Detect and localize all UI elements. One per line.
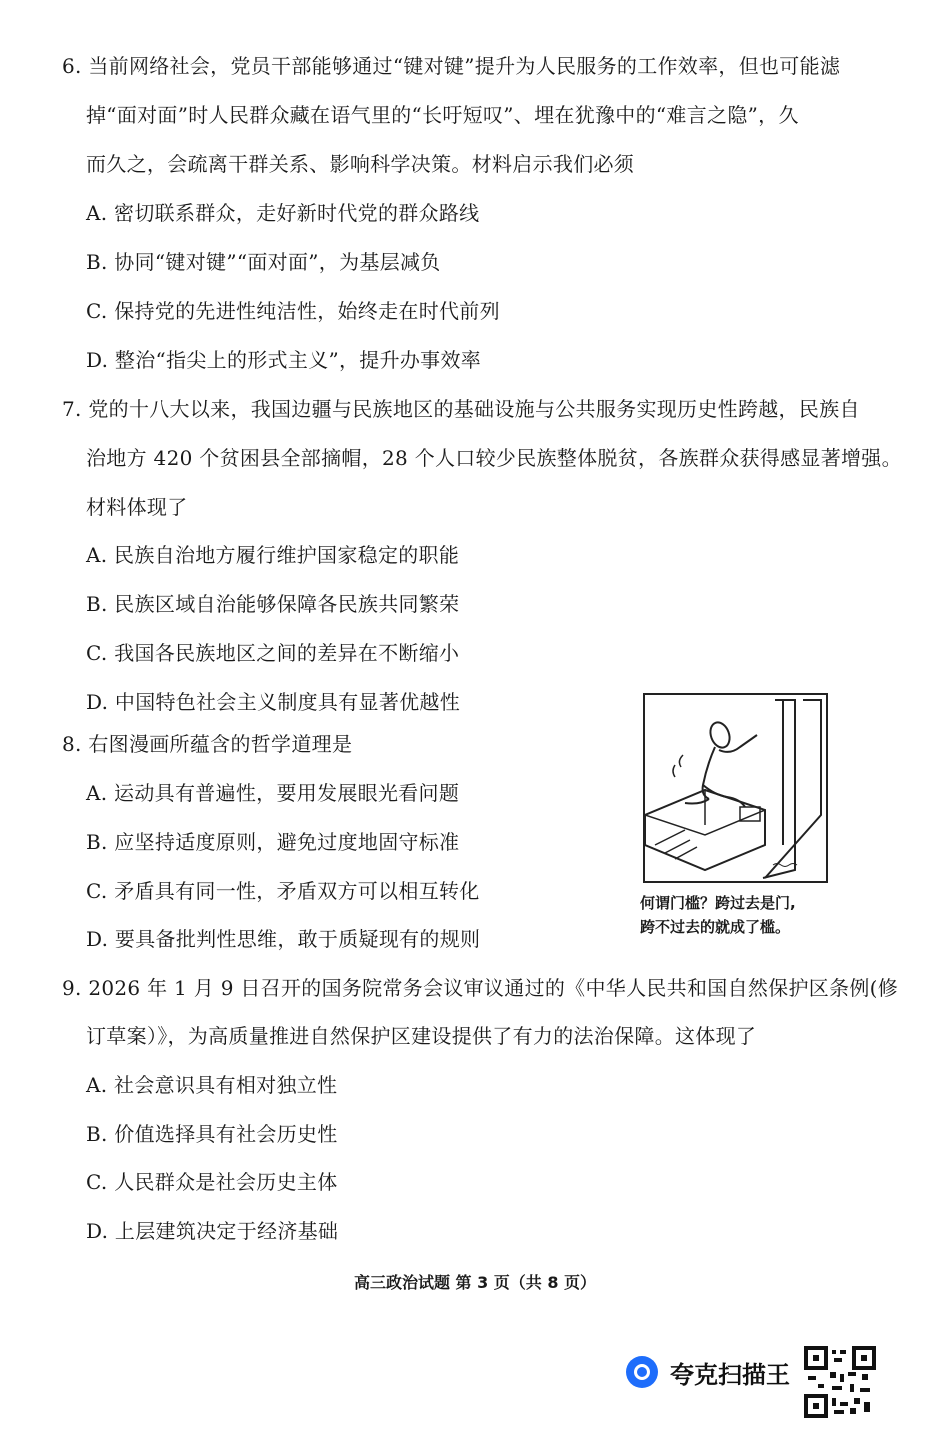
q8-option-b: B. 应坚持适度原则，避免过度地固守标准: [86, 830, 460, 854]
q9-option-b: B. 价值选择具有社会历史性: [86, 1122, 338, 1146]
scanner-brand-text: 夸克扫描王: [670, 1360, 790, 1389]
q6-stem-line1: 6. 当前网络社会，党员干部能够通过“键对键”提升为人民服务的工作效率，但也可能滤: [62, 54, 841, 78]
q9-option-d: D. 上层建筑决定于经济基础: [86, 1219, 339, 1243]
q8-option-a: A. 运动具有普遍性，要用发展眼光看问题: [86, 781, 460, 805]
q6-stem-line2: 掉“面对面”时人民群众藏在语气里的“长吁短叹”、埋在犹豫中的“难言之隐”，久: [86, 103, 799, 127]
q6-option-b: B. 协同“键对键”“面对面”，为基层减负: [86, 250, 441, 274]
q7-option-a: A. 民族自治地方履行维护国家稳定的职能: [86, 543, 460, 567]
page-footer: 高三政治试题 第 3 页（共 8 页）: [353, 1273, 597, 1292]
q9-option-a: A. 社会意识具有相对独立性: [86, 1073, 338, 1097]
q9-stem-line1: 9. 2026 年 1 月 9 日召开的国务院常务会议审议通过的《中华人民共和国自然保护区条例(修: [62, 976, 899, 1000]
q7-stem-line1: 7. 党的十八大以来，我国边疆与民族地区的基础设施与公共服务实现历史性跨越，民族自: [62, 397, 860, 421]
q6-option-d: D. 整治“指尖上的形式主义”，提升办事效率: [86, 348, 482, 372]
q9-option-c: C. 人民群众是社会历史主体: [86, 1170, 338, 1194]
q9-stem-line2: 订草案）》，为高质量推进自然保护区建设提供了有力的法治保障。这体现了: [86, 1024, 757, 1048]
q8-option-d: D. 要具备批判性思维，敢于质疑现有的规则: [86, 927, 481, 951]
q6-option-c: C. 保持党的先进性纯洁性，始终走在时代前列: [86, 299, 500, 323]
cartoon-drawing: [645, 695, 826, 881]
q8-stem-line1: 8. 右图漫画所蕴含的哲学道理是: [62, 732, 353, 756]
cartoon-image: [643, 693, 828, 883]
quark-logo-icon: [626, 1356, 658, 1388]
q7-option-d: D. 中国特色社会主义制度具有显著优越性: [86, 690, 461, 714]
q8-option-c: C. 矛盾具有同一性，矛盾双方可以相互转化: [86, 879, 480, 903]
cartoon-caption-line1: 何谓门槛？跨过去是门,: [640, 894, 796, 912]
q7-option-c: C. 我国各民族地区之间的差异在不断缩小: [86, 641, 460, 665]
q7-stem-line3: 材料体现了: [86, 495, 188, 519]
qr-code-icon: [804, 1346, 876, 1418]
q7-option-b: B. 民族区域自治能够保障各民族共同繁荣: [86, 592, 460, 616]
q6-option-a: A. 密切联系群众，走好新时代党的群众路线: [86, 201, 480, 225]
q7-stem-line2: 治地方 420 个贫困县全部摘帽，28 个人口较少民族整体脱贫，各族群众获得感显著增强。: [86, 446, 902, 470]
q6-stem-line3: 而久之，会疏离干群关系、影响科学决策。材料启示我们必须: [86, 152, 635, 176]
scanner-watermark: [626, 1348, 790, 1396]
cartoon-caption-line2: 跨不过去的就成了槛。: [640, 918, 791, 936]
